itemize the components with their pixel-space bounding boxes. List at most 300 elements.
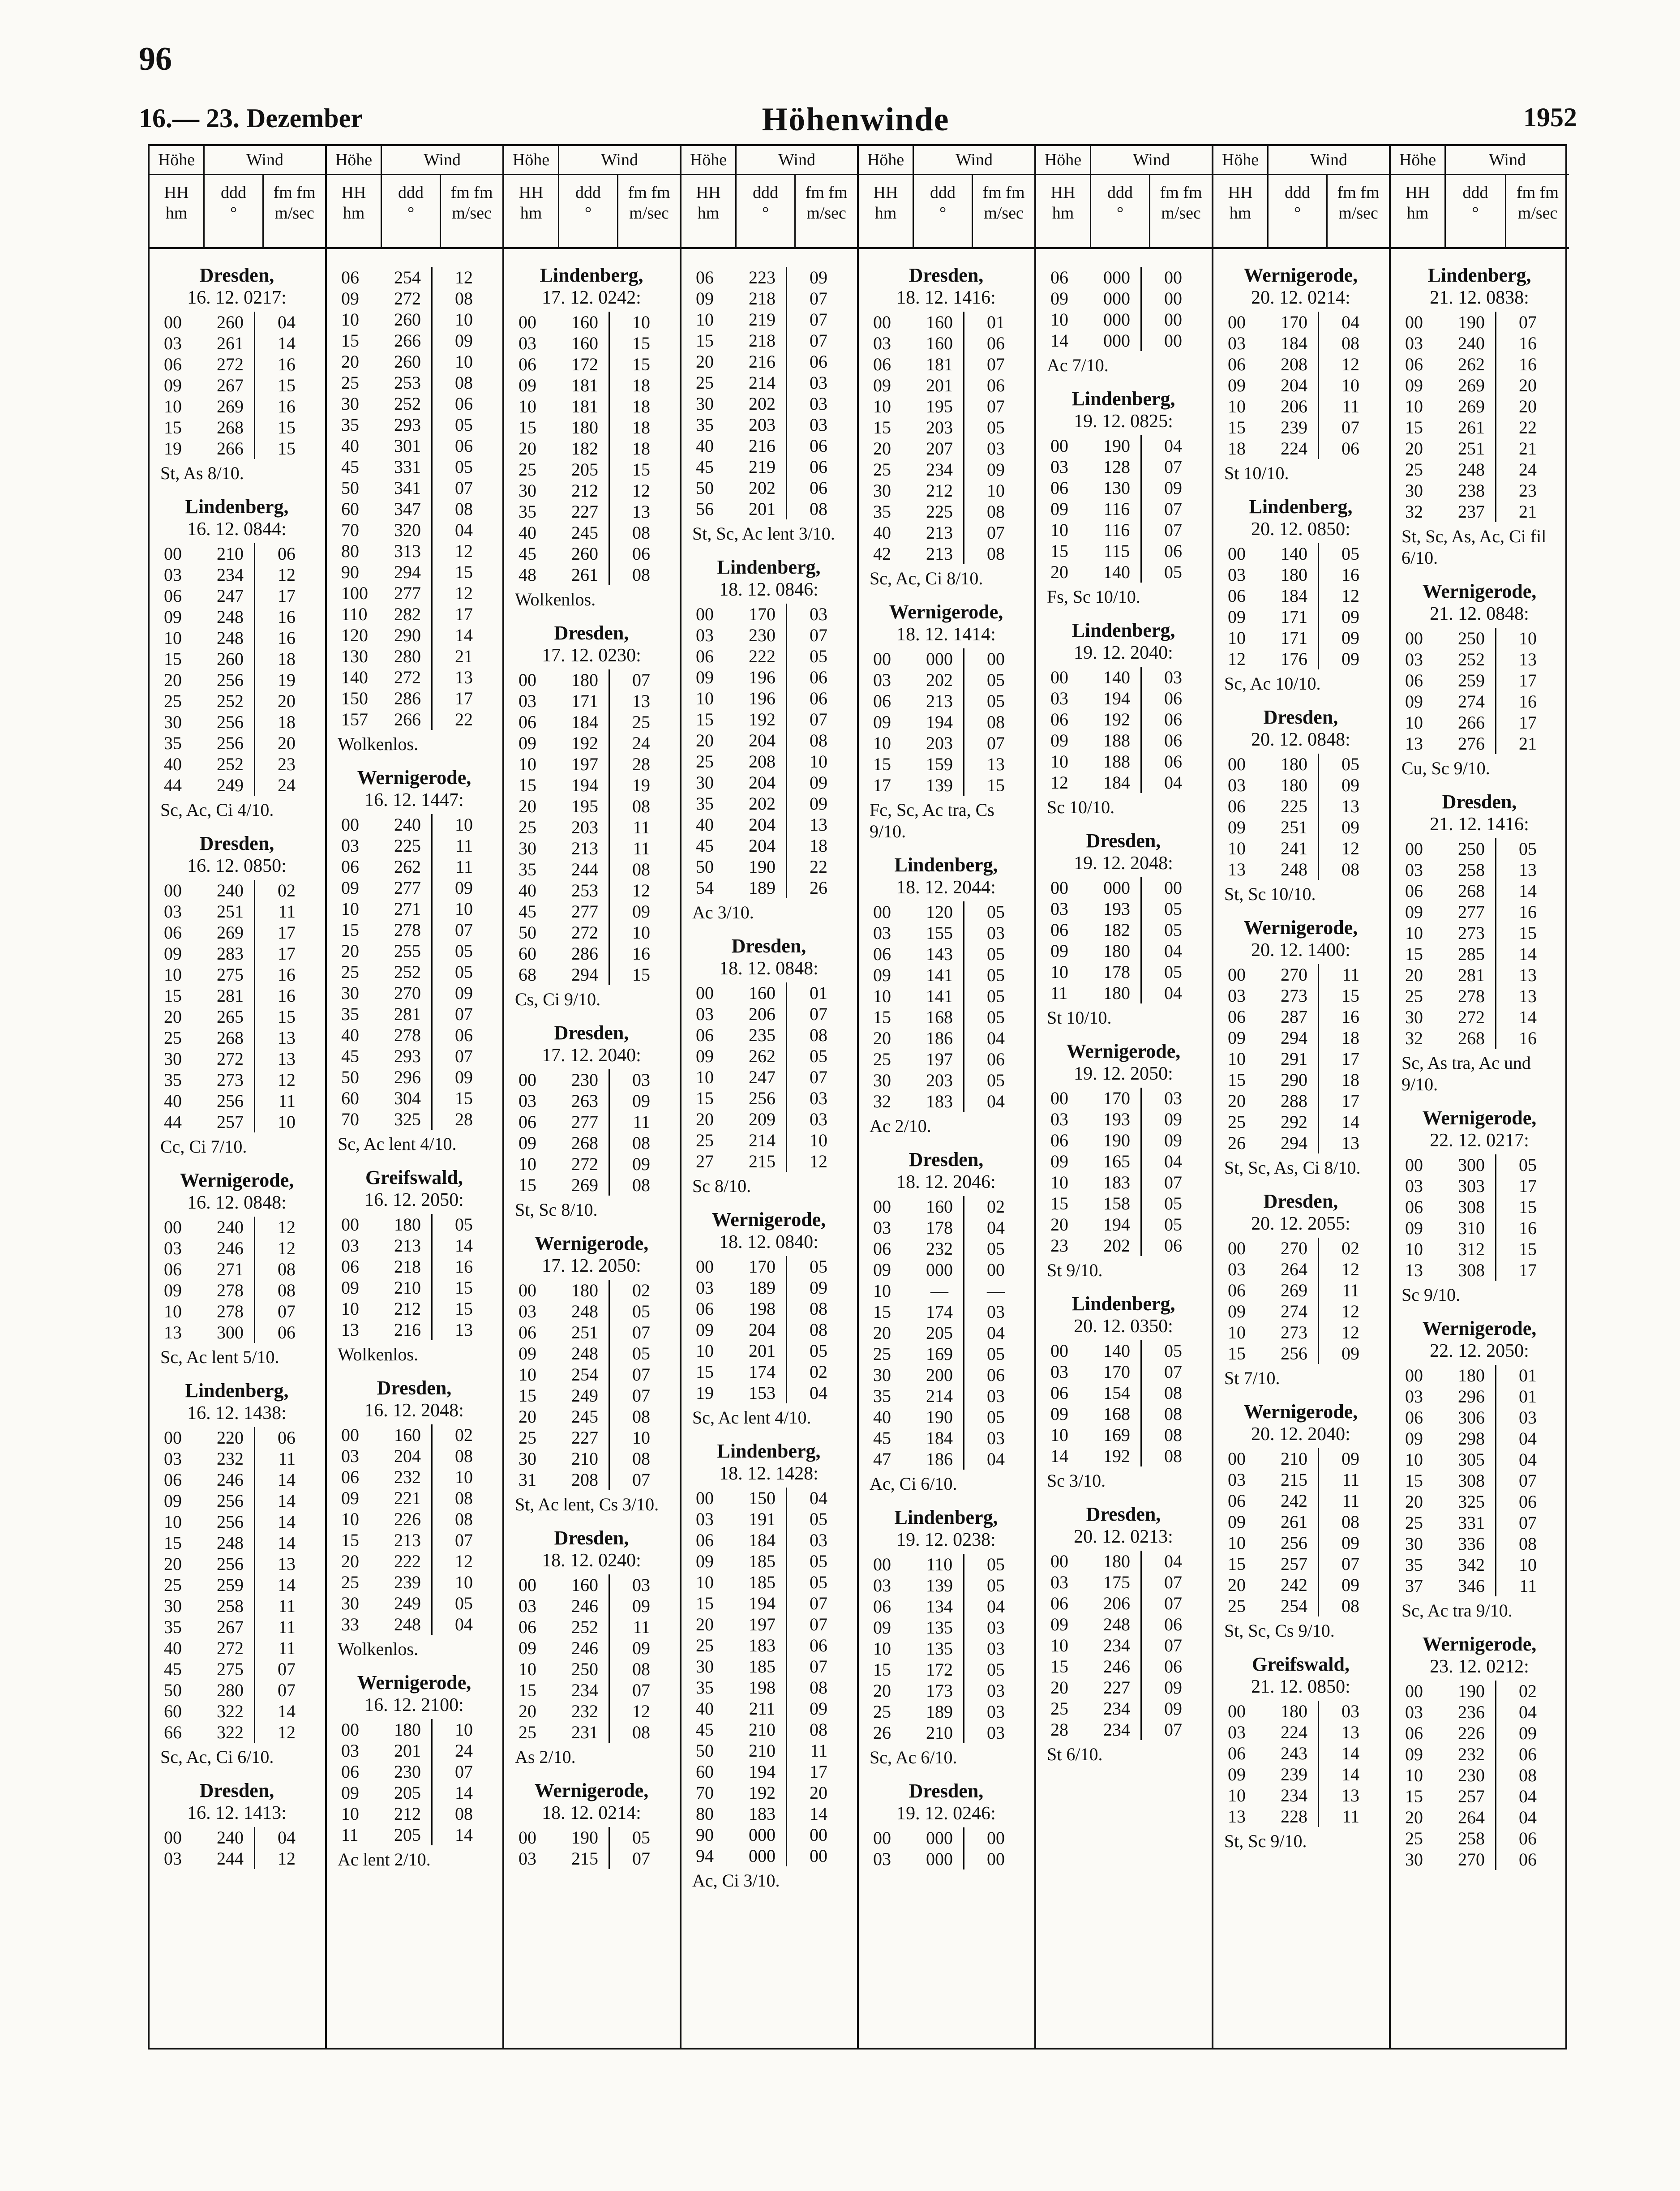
direction-value: 227: [561, 501, 610, 522]
table-row: [1405, 1239, 1563, 1260]
table-row: [873, 965, 1028, 986]
direction-value: 272: [561, 922, 610, 943]
table-row: [341, 288, 496, 309]
speed-value: 16: [1519, 333, 1537, 353]
direction-value: 180: [561, 417, 610, 438]
table-row: [1228, 1280, 1383, 1301]
speed-value: 18: [1341, 1070, 1359, 1090]
speed-value: 03: [1164, 667, 1182, 687]
station-name: Dresden,: [731, 935, 806, 957]
direction-value: 286: [384, 688, 433, 709]
table-row: [1405, 670, 1563, 691]
header-ddd: ddd: [221, 183, 247, 202]
height-value: 10: [519, 396, 536, 416]
height-value: 20: [1050, 1677, 1068, 1698]
table-row: [341, 414, 496, 435]
table-row: [1228, 1701, 1383, 1722]
height-value: 35: [519, 859, 536, 879]
direction-value: 197: [561, 754, 610, 775]
height-value: 06: [873, 1596, 891, 1616]
station-name: Dresden,: [1086, 1503, 1161, 1525]
speed-value: 15: [455, 562, 473, 582]
speed-value: 03: [987, 1386, 1005, 1406]
speed-value: 18: [632, 417, 650, 437]
table-row: [696, 414, 851, 435]
speed-value: 05: [987, 1344, 1005, 1364]
observation-time: 18. 12. 2046:: [896, 1172, 996, 1192]
speed-value: 07: [455, 478, 473, 498]
speed-value: 05: [1164, 920, 1182, 940]
table-row: [873, 1596, 1028, 1617]
speed-value: 07: [987, 523, 1005, 543]
cloud-note: Sc, Ac 6/10.: [870, 1747, 957, 1767]
height-value: 120: [341, 625, 368, 645]
header-degree: °: [762, 204, 769, 223]
speed-value: 05: [1519, 839, 1537, 859]
direction-value: 215: [738, 1151, 787, 1172]
direction-value: 240: [384, 814, 433, 835]
table-row: [164, 354, 319, 375]
cloud-note: Wolkenlos.: [338, 1344, 419, 1364]
observation-time: 20. 12. 2040:: [1251, 1424, 1350, 1445]
direction-value: 169: [916, 1343, 964, 1364]
table-row: [1050, 1614, 1205, 1635]
observation-time: 19. 12. 0825:: [1074, 411, 1173, 432]
speed-value: 08: [810, 1320, 827, 1340]
speed-value: 17: [1519, 1176, 1537, 1196]
table-row: [519, 669, 673, 690]
speed-value: 10: [455, 1719, 473, 1740]
speed-value: 07: [1164, 499, 1182, 519]
direction-value: 000: [1093, 877, 1142, 898]
speed-value: 09: [1164, 478, 1182, 498]
table-row: [1228, 1301, 1383, 1322]
height-value: 03: [1228, 333, 1246, 353]
speed-value: 16: [455, 1256, 473, 1277]
direction-value: 000: [1093, 288, 1142, 309]
table-row: [1050, 1551, 1205, 1572]
table-row: [873, 754, 1028, 775]
height-value: 25: [873, 1702, 891, 1722]
direction-value: 171: [1270, 606, 1319, 627]
height-value: 09: [1228, 1028, 1246, 1048]
table-row: [873, 669, 1028, 690]
height-value: 25: [341, 373, 359, 393]
height-value: 110: [341, 604, 368, 624]
table-row: [696, 1298, 851, 1319]
speed-value: 11: [1342, 1806, 1359, 1827]
height-value: 03: [1228, 1722, 1246, 1742]
height-value: 40: [696, 436, 714, 456]
direction-value: 245: [561, 522, 610, 543]
height-value: 09: [164, 943, 182, 964]
direction-value: 273: [1270, 1322, 1319, 1343]
table-row: [341, 267, 496, 288]
height-value: 09: [873, 375, 891, 395]
speed-value: 05: [1164, 962, 1182, 982]
table-row: [1228, 1238, 1383, 1259]
table-row: [164, 1680, 319, 1701]
table-row: [696, 877, 851, 898]
speed-value: 06: [1164, 751, 1182, 772]
table-row: [341, 583, 496, 604]
direction-value: 285: [1448, 943, 1496, 965]
table-row: [1050, 1677, 1205, 1698]
speed-value: 03: [987, 1723, 1005, 1743]
height-value: 10: [341, 899, 359, 919]
height-value: 30: [1405, 1007, 1423, 1027]
height-value: 25: [1228, 1596, 1246, 1616]
table-row: [696, 814, 851, 835]
direction-value: 210: [206, 543, 255, 564]
table-row: [1228, 333, 1383, 354]
height-value: 50: [696, 857, 714, 877]
speed-value: 06: [1519, 1828, 1537, 1848]
table-row: [1405, 965, 1563, 986]
direction-value: 000: [738, 1845, 787, 1866]
direction-value: 252: [206, 754, 255, 775]
speed-value: 08: [1341, 1512, 1359, 1532]
speed-value: 22: [810, 857, 827, 877]
speed-value: 08: [632, 565, 650, 585]
height-value: 06: [164, 354, 182, 374]
speed-value: 12: [632, 480, 650, 501]
speed-value: 05: [810, 1256, 827, 1277]
speed-value: 08: [1341, 333, 1359, 353]
table-row: [696, 1319, 851, 1340]
speed-value: 15: [632, 459, 650, 480]
table-row: [873, 1364, 1028, 1385]
table-row: [1228, 1785, 1383, 1806]
height-value: 10: [1050, 1425, 1068, 1445]
direction-value: 276: [1448, 733, 1496, 754]
height-value: 50: [341, 1067, 359, 1087]
speed-value: 05: [1341, 544, 1359, 564]
sounding-table: [164, 543, 319, 796]
table-row: [341, 1572, 496, 1593]
table-row: [1228, 1322, 1383, 1343]
direction-value: 184: [561, 712, 610, 733]
table-row: [1228, 1469, 1383, 1490]
height-value: 00: [1405, 839, 1423, 859]
table-row: [1050, 1235, 1205, 1256]
table-row: [164, 922, 319, 943]
speed-value: 03: [1519, 1407, 1537, 1428]
station-name: Lindenberg,: [1071, 1293, 1175, 1315]
height-value: 20: [696, 352, 714, 372]
observation-time: 20. 12. 0848:: [1251, 729, 1350, 750]
direction-value: 277: [384, 877, 433, 898]
direction-value: 212: [916, 480, 964, 501]
speed-value: 06: [1164, 1235, 1182, 1256]
direction-value: 325: [1448, 1491, 1496, 1512]
height-value: 00: [1050, 1341, 1068, 1361]
table-row: [873, 438, 1028, 459]
height-value: 68: [519, 965, 536, 985]
height-value: 50: [519, 922, 536, 943]
direction-value: 275: [206, 964, 255, 985]
direction-value: 294: [384, 562, 433, 583]
sounding-table: [341, 1424, 496, 1635]
height-value: 09: [1228, 375, 1246, 395]
header-hoehe: Höhe: [1391, 146, 1444, 175]
speed-value: 11: [1342, 1470, 1359, 1490]
speed-value: 11: [1342, 1280, 1359, 1300]
speed-value: 05: [1164, 1214, 1182, 1235]
direction-value: 249: [384, 1593, 433, 1614]
table-row: [519, 375, 673, 396]
speed-value: 11: [633, 838, 650, 858]
table-row: [1050, 688, 1205, 709]
height-value: 03: [164, 333, 182, 353]
speed-value: 09: [1341, 1449, 1359, 1469]
height-value: 00: [1405, 1365, 1423, 1385]
direction-value: 243: [1270, 1743, 1319, 1764]
direction-value: 246: [206, 1238, 255, 1259]
direction-value: 245: [561, 1406, 610, 1427]
height-value: 35: [164, 1617, 182, 1637]
station-name: Dresden,: [1263, 706, 1338, 728]
speed-value: 00: [1164, 288, 1182, 309]
height-value: 15: [1228, 1343, 1246, 1363]
speed-value: 24: [455, 1741, 473, 1761]
direction-value: 180: [1270, 754, 1319, 775]
direction-value: 182: [1093, 919, 1142, 940]
height-value: 11: [341, 1825, 359, 1845]
cloud-note: St, Sc, Cs 9/10.: [1224, 1621, 1335, 1641]
direction-value: 286: [561, 943, 610, 964]
observation-time: 19. 12. 0238:: [896, 1530, 996, 1550]
height-value: 09: [519, 1343, 536, 1363]
height-value: 10: [1228, 1322, 1246, 1342]
direction-value: 257: [1448, 1786, 1496, 1807]
direction-value: 192: [738, 709, 787, 730]
height-value: 60: [341, 1088, 359, 1108]
direction-value: 292: [1270, 1111, 1319, 1132]
table-row: [1228, 375, 1383, 396]
speed-value: 04: [987, 1449, 1005, 1469]
speed-value: 06: [278, 1428, 296, 1448]
height-value: 25: [1405, 986, 1423, 1006]
column-header: [859, 146, 1034, 249]
table-row: [1050, 1403, 1205, 1424]
speed-value: 19: [632, 775, 650, 795]
speed-value: 05: [987, 902, 1005, 922]
direction-value: 120: [916, 901, 964, 922]
table-row: [873, 1070, 1028, 1091]
station-name: Wernigerode,: [1066, 1040, 1181, 1062]
direction-value: 210: [561, 1448, 610, 1469]
table-row: [519, 543, 673, 564]
direction-value: 270: [1270, 964, 1319, 985]
direction-value: 248: [1270, 859, 1319, 880]
height-value: 60: [519, 943, 536, 964]
speed-value: 04: [278, 1827, 296, 1848]
header-hh: HH: [1228, 183, 1253, 202]
table-row: [1228, 585, 1383, 606]
speed-value: 06: [1164, 1614, 1182, 1634]
table-row: [164, 1490, 319, 1511]
height-value: 45: [341, 1046, 359, 1066]
speed-value: 15: [278, 1007, 296, 1027]
height-value: 09: [696, 288, 714, 309]
table-row: [696, 982, 851, 1003]
speed-value: 07: [810, 625, 827, 645]
height-value: 32: [873, 1091, 891, 1111]
table-row: [696, 730, 851, 751]
height-value: 25: [519, 1722, 536, 1742]
table-row: [873, 501, 1028, 522]
header-wind: Wind: [737, 146, 857, 175]
speed-value: 02: [810, 1362, 827, 1382]
direction-value: 267: [206, 1616, 255, 1638]
header-hoehe: Höhe: [504, 146, 558, 175]
direction-value: 216: [738, 351, 787, 372]
cloud-note: St 7/10.: [1224, 1368, 1280, 1388]
table-row: [1405, 1428, 1563, 1449]
height-value: 03: [696, 1509, 714, 1529]
height-value: 09: [1405, 1744, 1423, 1764]
direction-value: 214: [738, 372, 787, 393]
direction-value: 178: [1093, 961, 1142, 982]
direction-value: 000: [1093, 309, 1142, 330]
speed-value: 17: [1341, 1049, 1359, 1069]
height-value: 25: [519, 459, 536, 480]
table-row: [1050, 1172, 1205, 1193]
table-row: [1405, 354, 1563, 375]
table-row: [1228, 964, 1383, 985]
speed-value: 14: [1341, 1743, 1359, 1763]
height-value: 94: [696, 1846, 714, 1866]
speed-value: 11: [455, 836, 473, 856]
speed-value: 05: [987, 1239, 1005, 1259]
column-body: [1036, 249, 1212, 1765]
speed-value: 26: [810, 878, 827, 898]
height-value: 03: [164, 1238, 182, 1258]
height-value: 06: [1405, 1197, 1423, 1217]
table-row: [341, 1088, 496, 1109]
table-row: [1405, 691, 1563, 712]
height-value: 06: [873, 354, 891, 374]
direction-value: 322: [206, 1701, 255, 1722]
speed-value: 17: [278, 586, 296, 606]
cloud-note: Sc, Ac, Ci 6/10.: [160, 1747, 274, 1767]
table-row: [1228, 859, 1383, 880]
direction-value: 322: [206, 1722, 255, 1743]
direction-value: 272: [206, 1048, 255, 1069]
height-value: 09: [696, 1046, 714, 1066]
height-value: 27: [696, 1151, 714, 1171]
table-row: [1228, 1027, 1383, 1048]
speed-value: 08: [1164, 1404, 1182, 1424]
speed-value: 09: [1341, 649, 1359, 669]
table-row: [519, 712, 673, 733]
table-row: [873, 922, 1028, 943]
height-value: 10: [1405, 923, 1423, 943]
direction-value: 203: [561, 817, 610, 838]
table-row: [164, 964, 319, 985]
direction-value: 202: [1093, 1235, 1142, 1256]
direction-value: 278: [384, 919, 433, 940]
column-header: [1036, 146, 1212, 249]
direction-value: 230: [561, 1069, 610, 1090]
height-value: 06: [1405, 881, 1423, 901]
sounding-table: [164, 880, 319, 1132]
header-hm: hm: [697, 204, 720, 223]
height-value: 45: [341, 457, 359, 477]
direction-value: 165: [1093, 1151, 1142, 1172]
speed-value: 12: [278, 1217, 296, 1237]
height-value: 45: [696, 836, 714, 856]
direction-value: 192: [561, 733, 610, 754]
height-value: 00: [1228, 754, 1246, 774]
speed-value: 08: [632, 1722, 650, 1742]
speed-value: 23: [278, 754, 296, 774]
table-row: [696, 1761, 851, 1782]
height-value: 54: [696, 878, 714, 898]
height-value: 13: [164, 1322, 182, 1342]
observation-time: 18. 12. 1416:: [896, 287, 996, 308]
table-row: [873, 1322, 1028, 1343]
height-value: 00: [1405, 1681, 1423, 1701]
direction-value: 240: [1448, 333, 1496, 354]
speed-value: 06: [810, 667, 827, 687]
height-value: 15: [696, 1088, 714, 1108]
table-row: [164, 543, 319, 564]
height-value: 10: [696, 1067, 714, 1087]
table-row: [1405, 501, 1563, 522]
direction-value: 190: [916, 1406, 964, 1428]
speed-value: 06: [810, 436, 827, 456]
table-row: [164, 1006, 319, 1027]
sounding-table: [696, 982, 851, 1172]
speed-value: 07: [810, 1004, 827, 1024]
speed-value: 08: [455, 499, 473, 519]
direction-value: 000: [916, 648, 964, 669]
height-value: 03: [519, 1848, 536, 1869]
table-row: [696, 793, 851, 814]
direction-value: 181: [561, 396, 610, 417]
speed-value: 08: [632, 859, 650, 879]
height-value: 06: [164, 586, 182, 606]
header-wind: Wind: [914, 146, 1034, 175]
height-value: 20: [1405, 438, 1423, 459]
speed-value: 13: [455, 667, 473, 687]
height-value: 40: [341, 1025, 359, 1045]
direction-value: 186: [916, 1449, 964, 1470]
table-row: [341, 456, 496, 477]
speed-value: 09: [1164, 1698, 1182, 1719]
height-value: 20: [341, 941, 359, 961]
table-row: [341, 540, 496, 562]
height-value: 15: [1405, 1786, 1423, 1806]
observation-time: 21. 12. 0848:: [1430, 604, 1529, 624]
speed-value: 09: [632, 1091, 650, 1111]
height-value: 15: [341, 1530, 359, 1550]
speed-value: 13: [1519, 965, 1537, 985]
height-value: 15: [696, 1593, 714, 1613]
direction-value: 218: [384, 1256, 433, 1277]
height-value: 25: [873, 1049, 891, 1069]
speed-value: 07: [632, 1470, 650, 1490]
height-value: 06: [873, 944, 891, 964]
height-value: 10: [519, 1364, 536, 1385]
cloud-note: Ac, Ci 3/10.: [692, 1870, 780, 1891]
table-row: [1228, 1490, 1383, 1511]
height-value: 32: [1405, 502, 1423, 522]
station-name: Lindenberg,: [717, 556, 821, 578]
table-row: [696, 351, 851, 372]
